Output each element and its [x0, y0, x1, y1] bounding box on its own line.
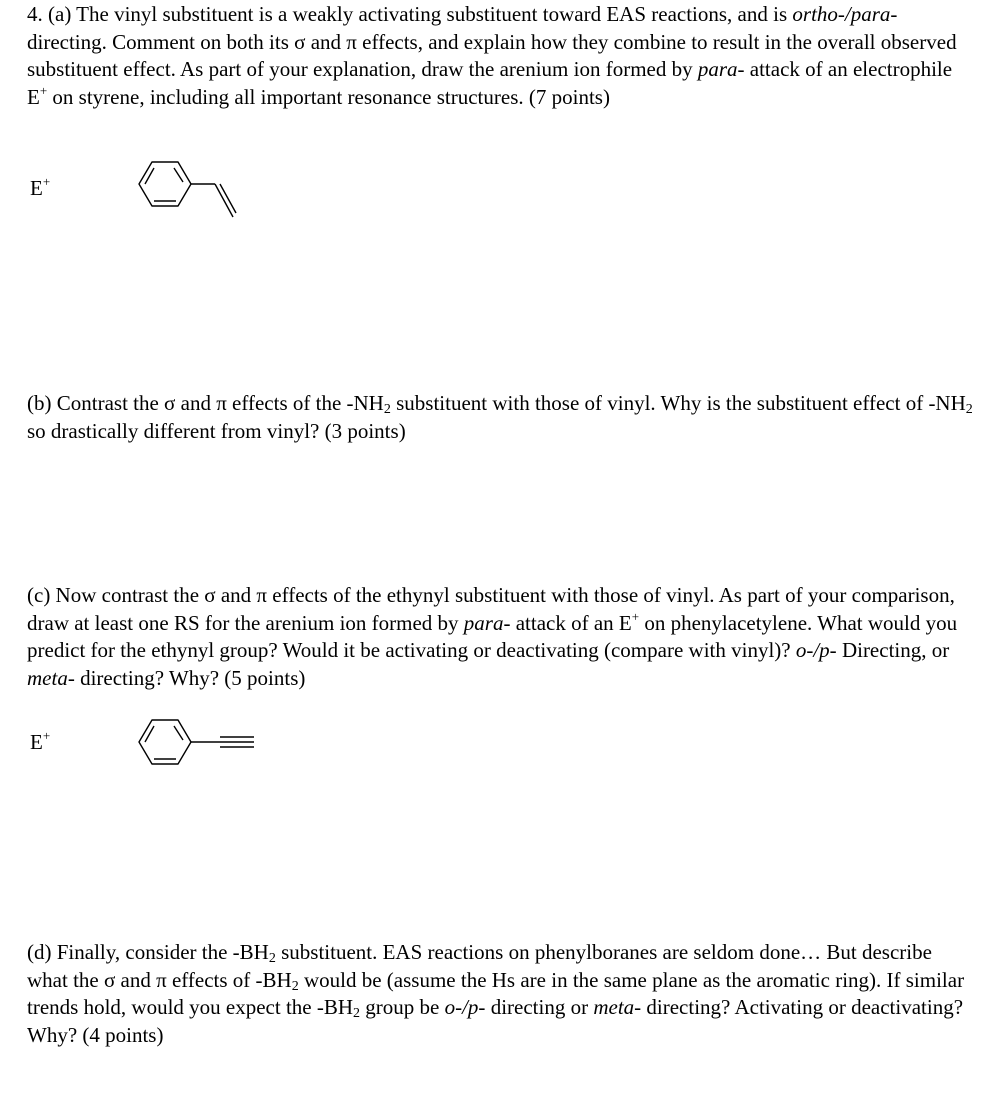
text-run: directing or	[485, 995, 594, 1019]
text-run: substituent with those of vinyl. Why is the substituent effect of -NH	[390, 391, 966, 415]
phenylacetylene-structure	[132, 714, 262, 774]
question-part-a	[27, 1, 977, 111]
text-run-italic: o-/p-	[795, 638, 837, 662]
text-run: attack of an E	[510, 610, 632, 635]
text-run-italic: meta-	[593, 995, 642, 1019]
electrophile-charge: +	[42, 728, 51, 743]
text-run: group be	[360, 995, 445, 1019]
text-run: 4. (a) The vinyl substituent is a weakly activating substituent toward EAS reactions, and is	[27, 2, 793, 26]
text-run: Directing, or	[836, 638, 950, 662]
text-run: substituent. EAS reactions on phenylboranes are seldom done… But describe what the σ and π effects of -BH	[27, 940, 932, 992]
text-run-italic: para-	[697, 57, 745, 81]
text-run: directing? Why? (5 points)	[74, 665, 306, 690]
text-run: (d) Finally, consider the -BH	[27, 940, 269, 964]
subscript: 2	[965, 402, 973, 417]
text-run: attack of an electrophile E	[27, 57, 953, 109]
text-run: directing. Comment on both its σ and π effects, and explain how they combine to result in the overall observed substituent effect. As part of your explanation, draw the arenium ion formed by	[27, 29, 957, 81]
electrophile-symbol: E	[30, 730, 43, 754]
text-run: (b) Contrast the σ and π effects of the -NH	[27, 391, 384, 415]
styrene-structure	[132, 160, 247, 228]
vinyl-double-bond	[215, 184, 233, 217]
text-run: (c) Now contrast the σ and π effects of the ethynyl substituent with those of vinyl. As part of your comparison, draw at least one RS for the arenium ion formed by	[27, 583, 955, 635]
benzene-ring	[139, 162, 191, 206]
aromatic-double-bond	[174, 726, 183, 740]
text-run: on styrene, including all important resonance structures. (7 points)	[47, 84, 610, 109]
electrophile-label	[30, 176, 50, 200]
text-run: on phenylacetylene. What would you predict for the ethynyl group? Would it be activating or deactivating (compare with vinyl)?	[27, 610, 958, 662]
electrophile-label	[30, 730, 50, 754]
superscript-plus: +	[631, 608, 640, 624]
aromatic-double-bond	[174, 168, 183, 182]
benzene-ring	[139, 720, 191, 764]
subscript: 2	[291, 978, 299, 994]
text-run: so drastically different from vinyl? (3 points)	[27, 418, 406, 443]
subscript: 2	[353, 1006, 361, 1021]
text-run: directing? Activating or deactivating? Why? (4 points)	[27, 995, 964, 1047]
question-part-d	[27, 939, 977, 1049]
question-part-c	[27, 582, 977, 692]
electrophile-symbol: E	[30, 176, 43, 200]
superscript-plus: +	[39, 82, 48, 98]
text-run-italic: o-/p-	[444, 995, 486, 1019]
subscript: 2	[268, 951, 276, 966]
text-run: would be (assume the Hs are in the same plane as the aromatic ring). If similar trends hold, would you expect the -BH	[27, 967, 965, 1019]
question-part-b	[27, 390, 977, 445]
text-run-italic: meta-	[27, 665, 75, 690]
electrophile-charge: +	[42, 174, 51, 189]
text-run-italic: ortho-/para-	[792, 2, 898, 26]
text-run-italic: para-	[463, 610, 511, 635]
subscript: 2	[383, 402, 391, 417]
